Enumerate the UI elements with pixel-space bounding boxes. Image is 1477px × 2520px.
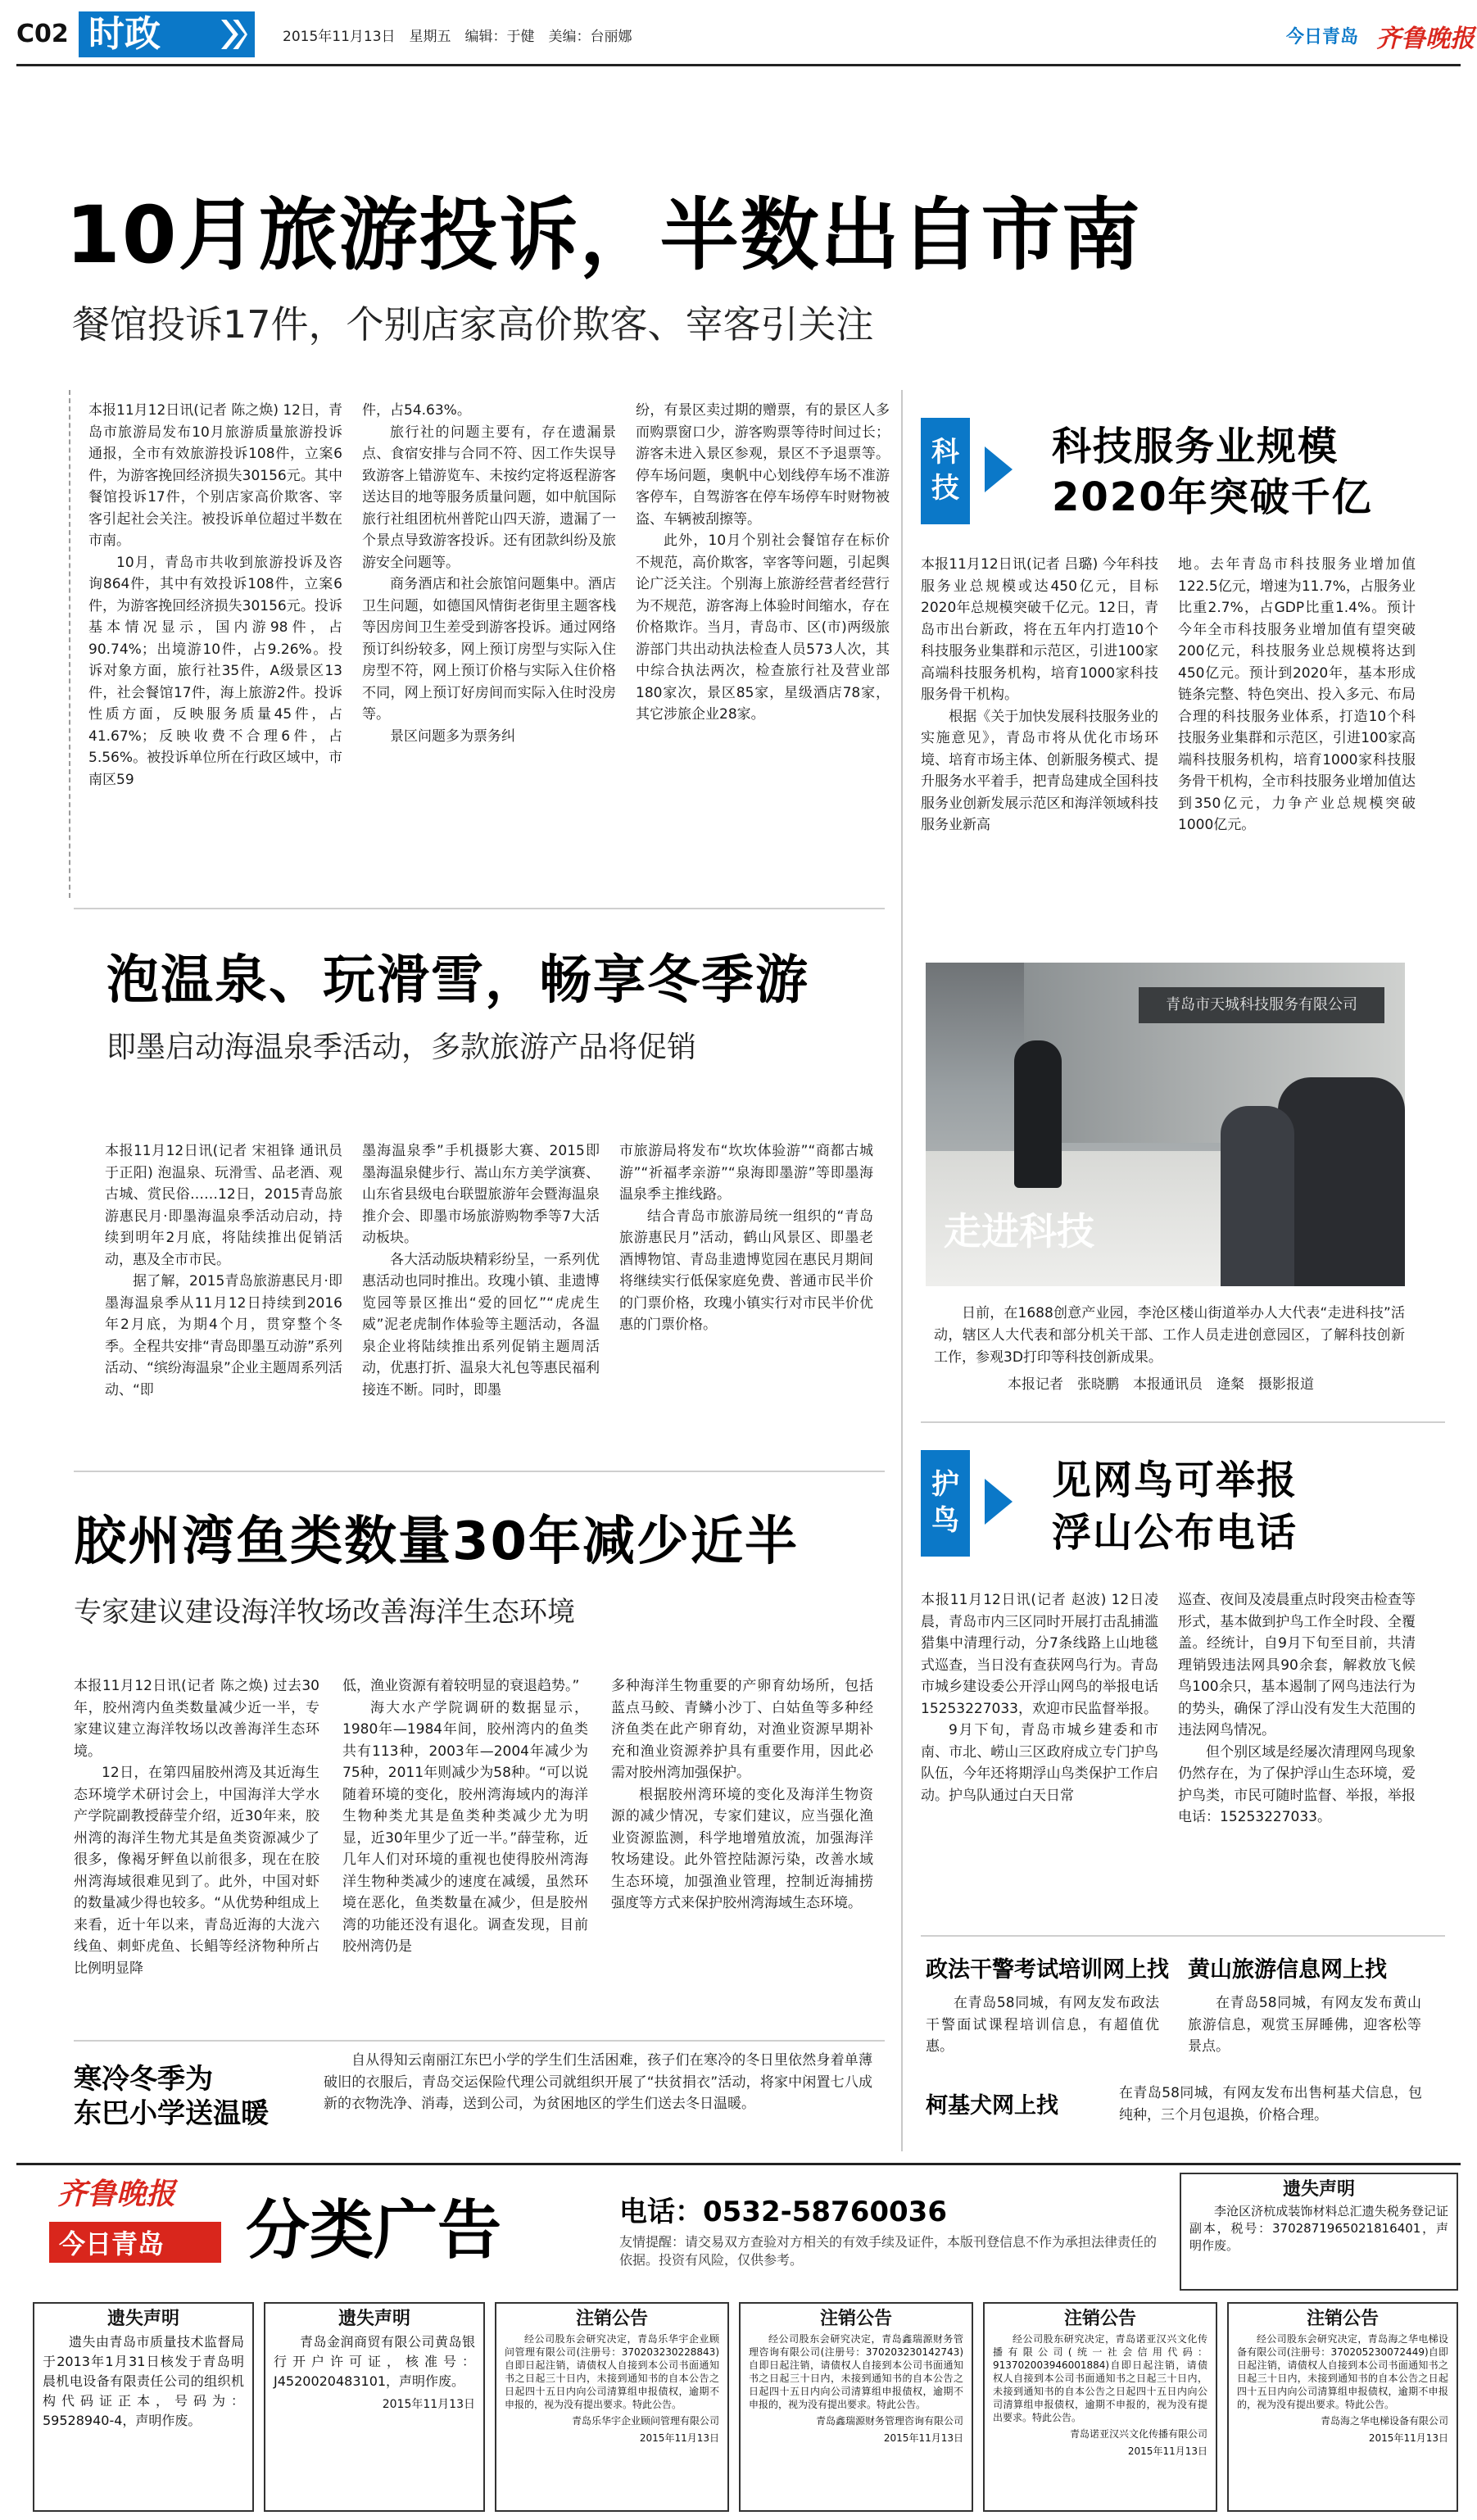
- classified-brand-logo: 齐鲁晚报: [57, 2177, 176, 2211]
- ad-text: 李沧区济杭成装饰材料总汇遗失税务登记证副本，税号：370287196502181640​1，声明作废。: [1189, 2204, 1448, 2253]
- dog-brief-text: 在青岛58同城，有网友发布出售柯基犬信息，包纯种，三个月包退换，价格合理。: [1119, 2085, 1422, 2123]
- tech-paragraph: 根据《关于加快发展科技服务业的实施意见》，青岛市将从优化市场环境、培育市场主体、创新服务模式、提升服务水平着手，把青岛建成全国科技服务业创新发展示范区和海洋领域科技服务业新高: [921, 708, 1158, 833]
- classified-notice: 友情提醒：请交易双方查验对方相关的有效手续及证件，本版刊登信息不作为承担法律责任的依据。投资有风险，仅供参考。: [619, 2234, 1158, 2268]
- winter-brief-text: 自从得知云南丽江东巴小学的学生们生活困难，孩子们在寒冷的冬日里依然身着单薄破旧的衣服后，青岛交运保险代理公司就组织开展了“扶贫捐衣”活动，将家中闲置七八成新的衣物洗净、消毒，送到公司，为贫困地区的学生们送去冬日温暖。: [324, 2052, 872, 2112]
- header-edition: 今日青岛: [1286, 27, 1359, 48]
- lead-paragraph: 本报11月12日讯(记者 陈之焕) 12日，青岛市旅游局发布10月旅游质量旅游投诉通报，全市有效旅游投诉108件，立案6件，为游客挽回经济损失30156元。其中餐馆投诉17件，个别店家高价欺客、宰客引起社会关注。被投诉单位超过半数在市南。: [88, 402, 342, 549]
- lead-column-2: [362, 400, 616, 747]
- hotspring-paragraph: 墨海温泉季”手机摄影大赛、2015即墨海温泉健步行、嵩山东方美学演赛、山东省县级电台联盟旅游年会暨海温泉推介会、即墨市场旅游购物季等7大活动板块。: [362, 1143, 600, 1246]
- section-divider: [74, 1471, 885, 1472]
- ad-text: 经公司股东会研究决定，青岛乐华宇企业顾问管理有限公司(注册号：370203230228843)自即日起注销，请债权人自接到本公司书面通知书之日起三十日内，未接到通知书的自本公告之日起四十五日内向公司清算组申报债权，逾期不申报的，视为没有提出要求。特此公告。: [505, 2333, 719, 2410]
- header-rule: [16, 64, 1461, 66]
- column-divider: [901, 390, 903, 2151]
- bird-column-2: [1178, 1589, 1416, 1829]
- classified-top-rule: [16, 2163, 1461, 2165]
- section-divider: [74, 908, 885, 909]
- bird-paragraph: 但个别区域是经屡次清理网鸟现象仍然存在，为了保护浮山生态环境，爱护鸟类，市民可随时监督、举报，举报电话：15253227033。: [1178, 1743, 1416, 1825]
- exam-brief-title: 政法干警考试培训网上找: [926, 1957, 1169, 1983]
- section-divider: [921, 1421, 1445, 1423]
- page-number: C02: [16, 20, 69, 48]
- lead-left-border: [69, 390, 70, 898]
- lead-paragraph: 此外，10月个别社会餐馆存在标价不规范，高价欺客，宰客等问题，引起舆论广泛关注。个别海上旅游经营者经营行为不规范，游客海上体验时间缩水，存在价格欺诈。当月，青岛市、区(市)两级旅游部门共出动执法检查人员573人次，其中综合执法两次，检查旅行社及营业部180家次，景区85家，星级酒店78家，其它涉旅企业28家。: [636, 533, 890, 723]
- header-meta: 2015年11月13日 星期五 编辑：于健 美编：台丽娜: [283, 29, 632, 45]
- ad-date: 2015年11月13日: [382, 2398, 475, 2411]
- lead-column-1: [88, 400, 342, 791]
- bird-paragraph: 本报11月12日讯(记者 赵波) 12日凌晨，青岛市内三区同时开展打击乱捕滥猎集中清理行动，分7条线路上山地毯式巡查，当日没有查获网鸟行为。青岛市城乡建设委公开浮山网鸟的举报电话15253227033，欢迎市民监督举报。: [921, 1592, 1158, 1717]
- fish-paragraph: 低，渔业资源有着较明显的衰退趋势。”: [342, 1678, 580, 1694]
- hotspring-paragraph: 据了解，2015青岛旅游惠民月·即墨海温泉季从11月12日持续到2016年2月底，为期4个月，贯穿整个冬季。全程共安排“青岛即墨互动游”系列活动、“缤纷海温泉”企业主题周系列活动、“即: [105, 1273, 342, 1398]
- lead-title: 10月旅游投诉，半数出自市南: [66, 189, 1142, 281]
- fish-title: 胶州湾鱼类数量30年减少近半: [74, 1512, 800, 1572]
- hotspring-column-3: [619, 1140, 873, 1336]
- photo-person-presenter: [1014, 1040, 1062, 1188]
- lead-paragraph: 纷，有景区卖过期的赠票，有的景区人多而购票窗口少，游客购票等待时间过长；游客未进入景区参观，景区不予退票等。停车场问题，奥帆中心划线停车场不准游客停车，自驾游客在停车场停车时财物被盗、车辆被刮擦等。: [636, 402, 890, 528]
- fish-subtitle: 专家建议建设海洋牧场改善海洋生态环境: [74, 1596, 575, 1629]
- bird-paragraph: 9月下旬，青岛市城乡建委和市南、市北、崂山三区政府成立专门护鸟队伍，今年还将期浮山鸟类保护工作启动。护鸟队通过白天日常: [921, 1722, 1158, 1804]
- fish-paragraph: 多种海洋生物重要的产卵育幼场所，包括蓝点马鲛、青鳞小沙丁、白姑鱼等多种经济鱼类在此产卵育幼，对渔业资源早期补充和渔业资源养护具有重要作用，因此必需对胶州湾加强保护。: [611, 1678, 873, 1781]
- ad-date: 2015年11月13日: [639, 2432, 719, 2444]
- cancel-ad-1: [495, 2302, 729, 2512]
- cancel-ad-4: [1227, 2302, 1458, 2512]
- lead-paragraph: 商务酒店和社会旅馆问题集中。酒店卫生问题，如德国风情街老街里主题客栈等因房间卫生差受到游客投诉。通过网络预订纠纷较多，网上预订房型与实际入住房型不符，网上预订价格与实际入住价格不同，网上预订好房间而实际入住时没房等。: [362, 576, 616, 723]
- lead-paragraph: 10月，青岛市共收到旅游投诉及咨询864件，其中有效投诉108件，立案6件，为游客挽回经济损失30156元。投诉基本情况显示，国内游98件，占90.74%；出境游10件，占9.26%。投诉对象方面，旅行社35件，A级景区13件，社会餐馆17件，海上旅游2件。投诉性质方面，反映服务质量45件，占41.67%；反映收费不合理6件，占5.56%。被投诉单位所在行政区域中，市南区59: [88, 554, 342, 788]
- lost-right-ad: [1180, 2173, 1458, 2291]
- fish-column-2: [342, 1675, 588, 1958]
- huangshan-brief-text: 在青岛58同城，有网友发布黄山旅游信息，观赏玉屏睡佛，迎客松等景点。: [1188, 1995, 1421, 2055]
- fish-paragraph: 本报11月12日讯(记者 陈之焕) 过去30年，胶州湾内鱼类数量减少近一半，专家建议建立海洋牧场以改善海洋生态环境。: [74, 1678, 319, 1760]
- bird-tag: 护鸟: [921, 1450, 970, 1557]
- huangshan-brief-title: 黄山旅游信息网上找: [1188, 1957, 1387, 1983]
- ad-title: 遗失声明: [106, 2309, 179, 2329]
- tech-arrow-icon: [985, 446, 1013, 492]
- fish-column-3: [611, 1675, 873, 1915]
- ad-date: 2015年11月13日: [1368, 2432, 1448, 2444]
- hotspring-column-2: [362, 1140, 600, 1401]
- ad-signature: 青岛海之华电梯设备有限公司: [1320, 2415, 1448, 2427]
- tech-title-1: 科技服务业规模: [1052, 424, 1339, 469]
- bird-title-2: 浮山公布电话: [1052, 1510, 1298, 1556]
- lead-paragraph: 景区问题多为票务纠: [390, 727, 515, 745]
- exam-brief-text: 在青岛58同城，有网友发布政法干警面试课程培训信息，有超值优惠。: [926, 1995, 1159, 2055]
- classified-edition-label: 今日青岛: [59, 2228, 165, 2259]
- ad-text: 遗失由青岛市质量技术监督局于2013年1月31日核发于青岛明晨机电设备有限责任公司的组织机构代码证正本，号码为：59528940-4，声明作废。: [43, 2334, 244, 2428]
- classified-phone: 电话：0532-58760036: [619, 2196, 947, 2228]
- news-photo: [926, 963, 1405, 1286]
- cancel-ad-2: [739, 2302, 973, 2512]
- hotspring-title: 泡温泉、玩滑雪，畅享冬季游: [106, 950, 809, 1011]
- bird-arrow-icon: [985, 1479, 1013, 1525]
- hotspring-column-1: [105, 1140, 342, 1401]
- hotspring-paragraph: 各大活动版块精彩纷呈，一系列优惠活动也同时推出。玫瑰小镇、韭遗博览园等景区推出“爱的回忆”“虎虎生威”泥老虎制作体验等主题活动，各温泉企业将陆续推出系列促销主题周活动，优惠打折、温泉大礼包等惠民福利接连不断。同时，即墨: [362, 1251, 600, 1398]
- section-title: 时政: [88, 13, 161, 55]
- fish-paragraph: 根据胶州湾环境的变化及海洋生物资源的减少情况，专家们建议，应当强化渔业资源监测，科学地增殖放流，加强海洋牧场建设。此外管控陆源污染，改善水域生态环境，加强渔业管理，控制近海捕捞强度等方式来保护胶州湾海域生态环境。: [611, 1786, 873, 1911]
- photo-person-group: [1278, 1077, 1405, 1286]
- tech-tag: 科技: [921, 418, 970, 524]
- tech-column-2: [1178, 554, 1416, 836]
- ad-text: 经公司股东会研究决定，青岛海之华电梯设备有限公司(注册号：370205230072449)自即日起注销，请债权人自接到本公司书面通知书之日起三十日内，未接到通知书的自本公告之日起四十五日内向公司清算组申报债权，逾期不申报的，视为没有提出要求。特此公告。: [1237, 2333, 1448, 2410]
- ad-title: 遗失声明: [1282, 2179, 1355, 2200]
- ad-signature: 青岛诺亚汉兴文化传播有限公司: [1069, 2428, 1207, 2440]
- photo-person-group: [1221, 1106, 1294, 1286]
- ad-title: 注销公告: [819, 2309, 892, 2329]
- section-divider: [921, 1935, 1445, 1937]
- hotspring-paragraph: 本报11月12日讯(记者 宋祖锋 通讯员 于正阳) 泡温泉、玩滑雪、品老酒、观古城、赏民俗……12日，2015青岛旅游惠民月·即墨海温泉季活动启动，持续到明年2月底，将陆续推出促销活动，惠及全市市民。: [105, 1143, 342, 1268]
- header-brand-logo: 齐鲁晚报: [1376, 25, 1475, 53]
- tech-title-2: 2020年突破千亿: [1052, 474, 1373, 520]
- tech-paragraph: 地。去年青岛市科技服务业增加值122.5亿元，增速为11.7%，占服务业比重2.7%，占GDP比重1.4%。预计今年全市科技服务业增加值有望突破200亿元，科技服务业总规模将达到450亿元。预计到2020年，基本形成链条完整、特色突出、投入多元、布局合理的科技服务业体系，打造10个科技服务业集群和示范区，引进100家高端科技服务机构，培育1000家科技服务骨干机构，全市科技服务业增加值达到350亿元，力争产业总规模突破1000亿元。: [1178, 556, 1416, 833]
- bird-paragraph: 巡查、夜间及凌晨重点时段突击检查等形式，基本做到护鸟工作全时段、全覆盖。经统计，自9月下旬至目前，共清理销毁违法网具90余套，解救放飞候鸟100余只，基本遏制了网鸟违法行为的势头，确保了浮山没有发生大范围的违法网鸟情况。: [1178, 1592, 1416, 1738]
- photo-credit: 本报记者 张晓鹏 本报通讯员 逄粲 摄影报道: [1008, 1376, 1314, 1393]
- ad-text: 经公司股东研究决定，青岛诺亚汉兴文化传播有限公司(统一社会信用代码：913702003946001884)自即日起注销，请债权人自接到本公司书面通知书之日起三十日内，未接到通知书的自本公告之日起四十五日内向公司清算组申报债权，逾期不申报的，视为没有提出要求。特此公告。: [993, 2333, 1207, 2423]
- winter-brief-title-2: 东巴小学送温暖: [74, 2097, 269, 2130]
- lost-ad-2: [264, 2302, 485, 2512]
- hotspring-subtitle: 即墨启动海温泉季活动，多款旅游产品将促销: [106, 1031, 697, 1064]
- hotspring-paragraph: 市旅游局将发布“坎坎体验游”“商都古城游”“祈福孝亲游”“泉海即墨游”等即墨海温泉季主推线路。: [619, 1143, 873, 1203]
- bird-title-1: 见网鸟可举报: [1052, 1457, 1298, 1503]
- tech-column-1: [921, 554, 1158, 836]
- photo-banner: 青岛市天城科技服务有限公司: [1139, 987, 1384, 1023]
- bird-column-1: [921, 1589, 1158, 1806]
- tech-paragraph: 本报11月12日讯(记者 吕璐) 今年科技服务业总规模或达450亿元，目标2020年总规模突破千亿元。12日，青岛市出台新政，将在五年内打造10个科技服务业集群和示范区，引进100家高端科技服务机构，培育1000家科技服务骨干机构。: [921, 556, 1158, 703]
- ad-text: 青岛金润商贸有限公司黄岛银行开户许可证，核准号：J452002048​3101，声明作废。: [274, 2334, 475, 2389]
- lost-ad-1: [33, 2302, 254, 2512]
- fish-paragraph: 12日，在第四届胶州湾及其近海生态环境学术研讨会上，中国海洋大学水产学院副教授薛莹介绍，近30年来，胶州湾的海洋生物尤其是鱼类资源减少了很多，像褐牙鲆鱼以前很多，现在在胶州湾海域很难见到了。此外，中国对虾的数量减少得也较多。“从优势种组成上来看，近十年以来，青岛近海的大泷六线鱼、刺虾虎鱼、长鲳等经济物种所占比例明显降: [74, 1765, 319, 1977]
- ad-title: 注销公告: [1063, 2309, 1136, 2329]
- classified-title: 分类广告: [246, 2193, 502, 2268]
- photo-caption: 日前，在1688创意产业园，李沧区楼山街道举办人大代表“走进科技”活动，辖区人大代表和部分机关干部、工作人员走进创意园区，了解科技创新工作，参观3D打印等科技创新成果。: [934, 1305, 1405, 1366]
- ad-date: 2015年11月13日: [883, 2432, 963, 2444]
- lead-paragraph: 件，占54.63%。: [362, 402, 471, 419]
- page-header: [0, 0, 1477, 70]
- ad-signature: 青岛鑫瑞源财务管理咨询有限公司: [815, 2415, 963, 2427]
- cancel-ad-3: [983, 2302, 1217, 2512]
- fish-paragraph: 海大水产学院调研的数据显示，1980年—1984年间，胶州湾内的鱼类共有113种，2003年—2004年减少为75种，2011年则减少为58种。“可以说随着环境的变化，胶州湾海域内的海洋生物种类尤其是鱼类种类减少尤为明显，近30年里少了近一半。”薛莹称，近几年人们对环境的重视也使得胶州湾海洋生物种类减少的速度在减缓，虽然环境在恶化，鱼类数量在减少，但是胶州湾的功能还没有退化。调查发现，目前胶州湾仍是: [342, 1699, 588, 1955]
- lead-subtitle: 餐馆投诉17件，个别店家高价欺客、宰客引关注: [72, 302, 874, 347]
- ad-signature: 青岛乐华宇企业顾问管理有限公司: [571, 2415, 719, 2427]
- dog-brief-title: 柯基犬网上找: [926, 2093, 1058, 2119]
- lead-paragraph: 旅行社的问题主要有，存在遗漏景点、食宿安排与合同不符、因工作失误导致游客上错游览车、未按约定将返程游客送达目的地等服务质量问题，如中航国际旅行社组团杭州普陀山四天游，遗漏了一个景点导致游客投诉。还有团款纠纷及旅游安全问题等。: [362, 424, 616, 571]
- hotspring-paragraph: 结合青岛市旅游局统一组织的“青岛旅游惠民月”活动，鹤山风景区、即墨老酒博物馆、青岛韭遗博览园在惠民月期间将继续实行低保家庭免费、普通市民半价的门票价格，玫瑰小镇实行对市民半价优惠的门票价格。: [619, 1208, 873, 1333]
- ad-title: 遗失声明: [338, 2309, 410, 2329]
- lead-column-3: [636, 400, 890, 726]
- ad-title: 注销公告: [1306, 2309, 1379, 2329]
- ad-date: 2015年11月13日: [1127, 2445, 1207, 2457]
- fish-column-1: [74, 1675, 319, 1979]
- section-divider: [74, 2040, 885, 2042]
- winter-brief-title-1: 寒冷冬季为: [74, 2063, 213, 2096]
- ad-text: 经公司股东会研究决定，青岛鑫瑞源财务管理咨询有限公司(注册号：370203230142743)自即日起注销，请债权人自接到本公司书面通知书之日起三十日内，未接到通知书的自本公告之日起四十五日内向公司清算组申报债权，逾期不申报的，视为没有提出要求。特此公告。: [749, 2333, 963, 2410]
- photo-caption-title: 走进科技: [944, 1209, 1094, 1253]
- ad-title: 注销公告: [575, 2309, 648, 2329]
